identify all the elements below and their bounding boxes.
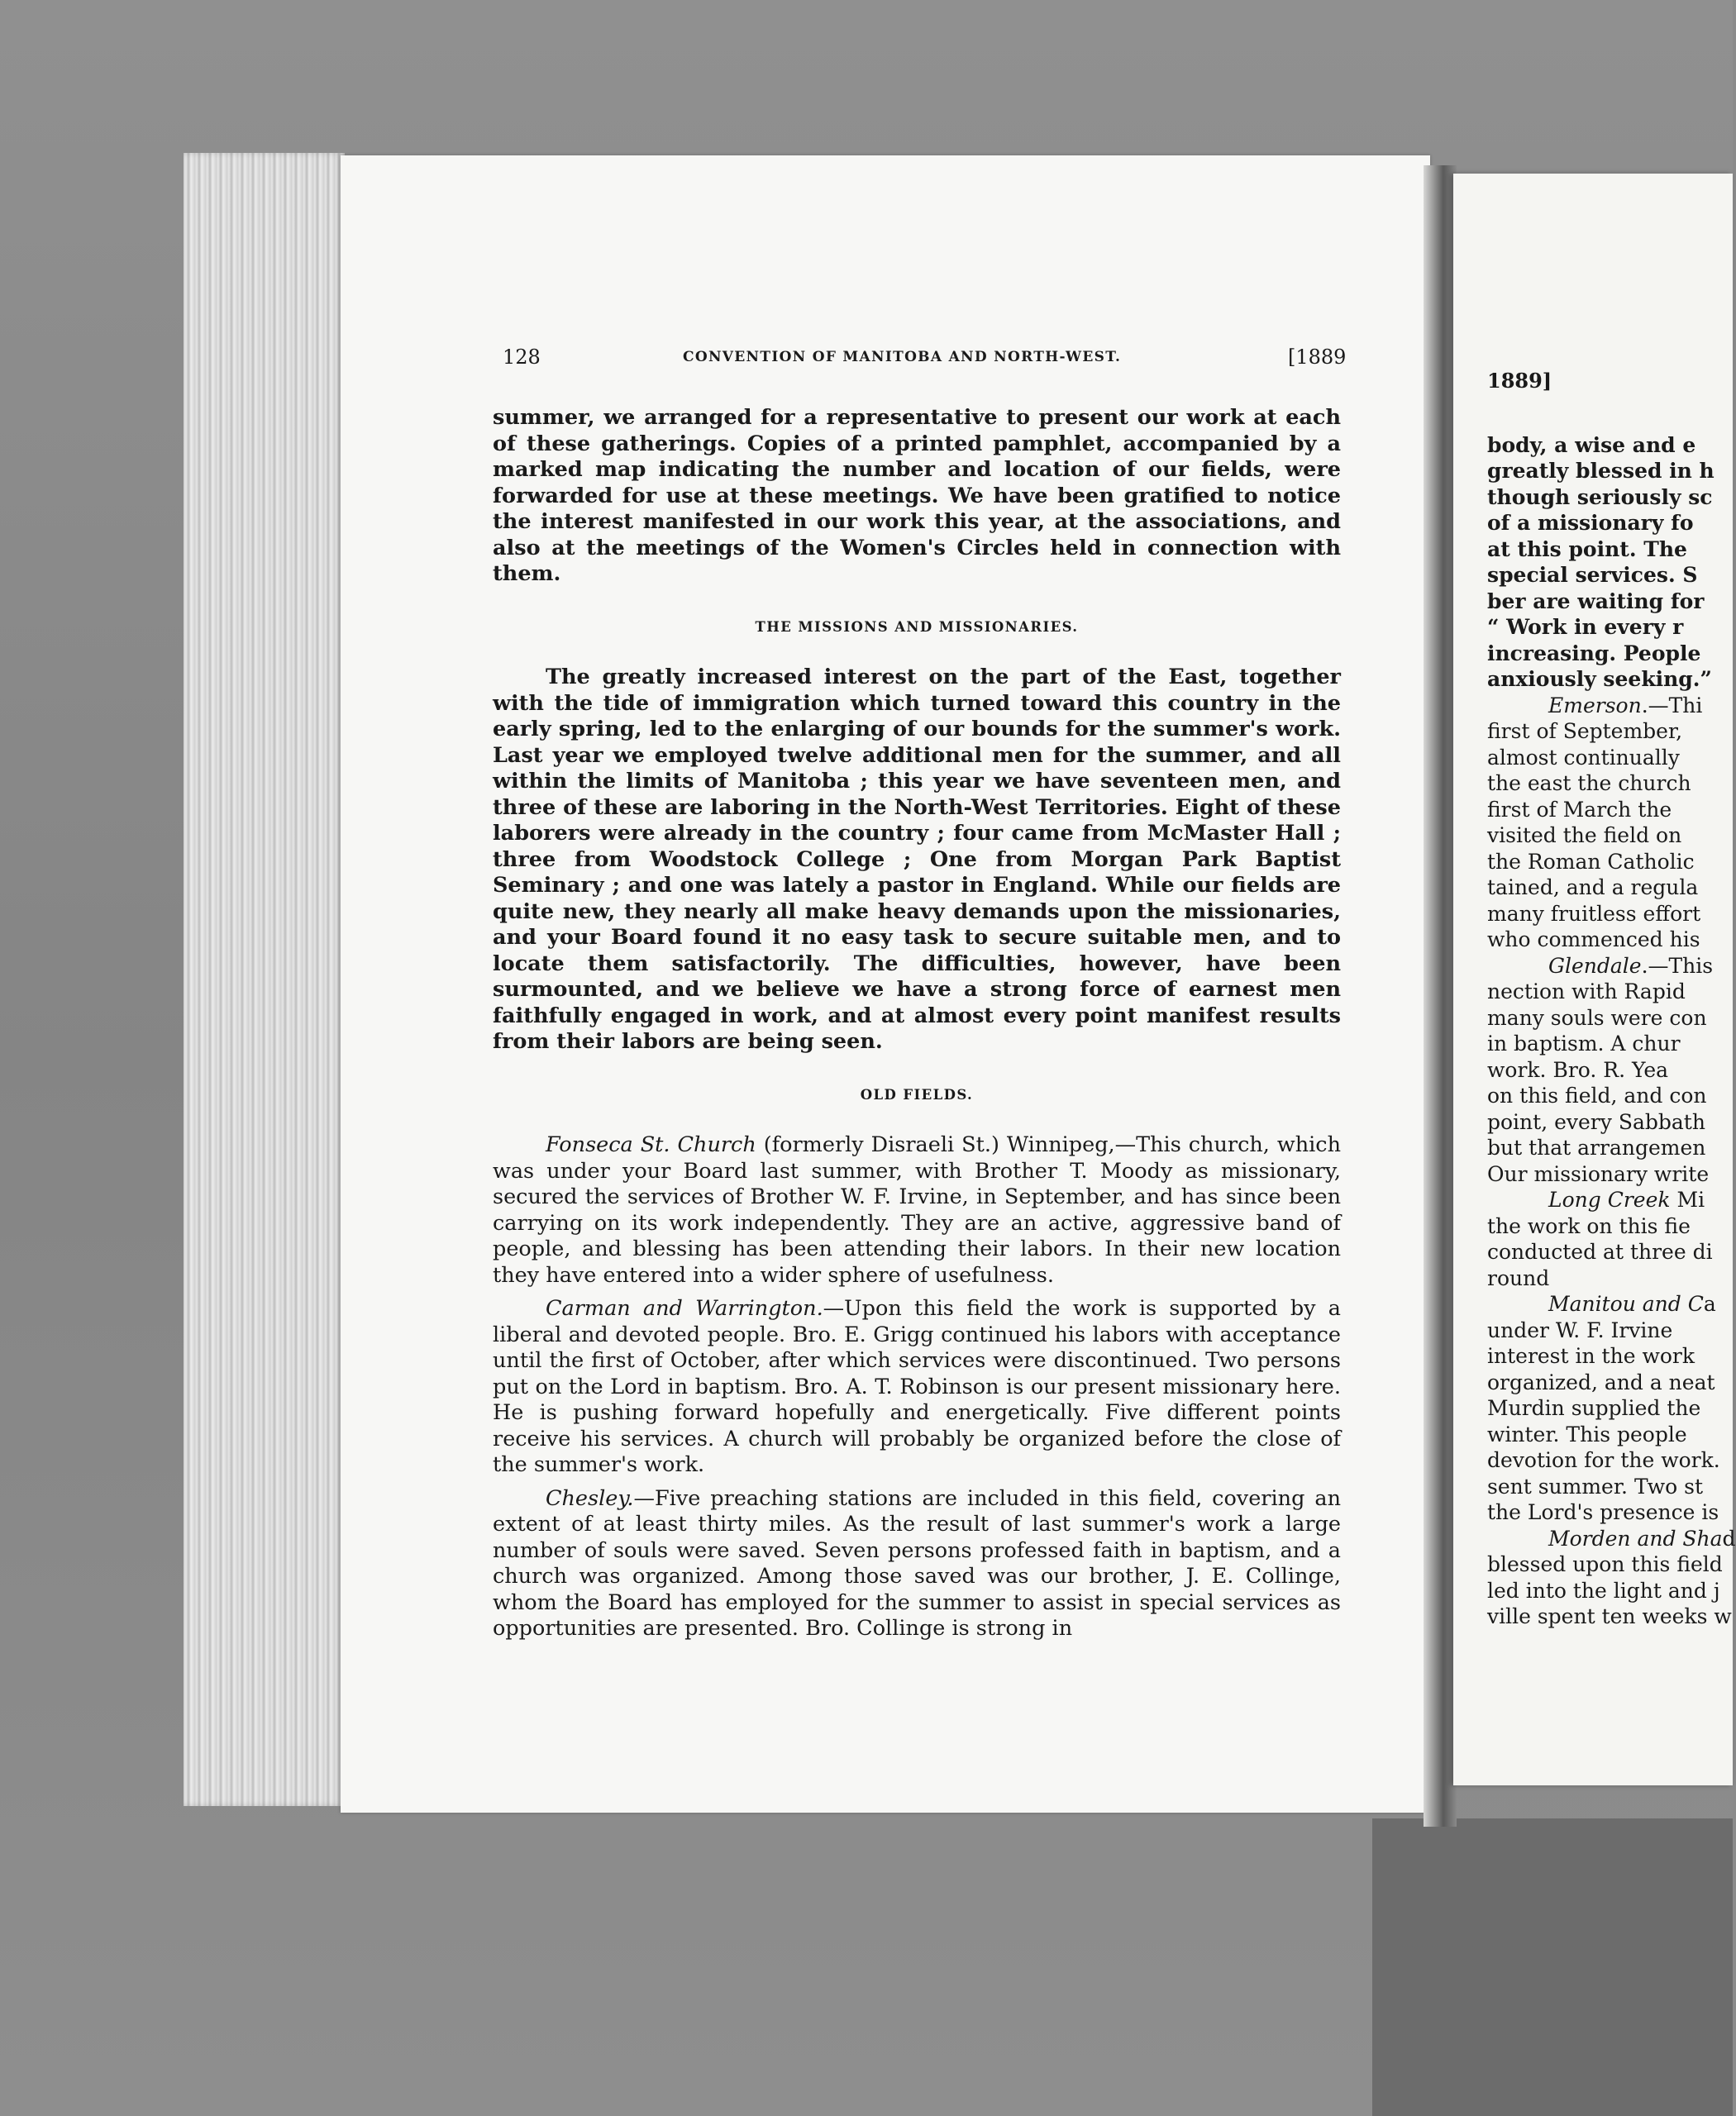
- entry-carman: [493, 1296, 1341, 1479]
- right-page-line: “ Work in every r: [1487, 615, 1684, 639]
- right-page-line: the east the church: [1487, 771, 1691, 795]
- right-page-line: tained, and a regula: [1487, 875, 1699, 899]
- section-heading-old-fields: OLD FIELDS.: [860, 1086, 974, 1103]
- right-page-line: but that arrangemen: [1487, 1136, 1706, 1160]
- right-page-line: the work on this fie: [1487, 1213, 1691, 1238]
- entry-body: (formerly Disraeli St.) Winnipeg,—This church, which was under your Board last summer, with Brother T. Moody as missionary, secured the services of Brother W. F. Irvine, in September, and has since been carrying on its work independently. They are an active, aggressive band of people, and blessing has been attending their labors. In their new location they have entered into a wider sphere of usefulness.: [493, 1132, 1341, 1288]
- right-page-line: the Roman Catholic: [1487, 849, 1695, 874]
- entry-title: Fonseca St. Church: [546, 1132, 756, 1157]
- right-page-line: Manitou and Ca: [1548, 1292, 1716, 1316]
- right-page-line: Glendale.—This: [1548, 953, 1714, 978]
- right-page-line: greatly blessed in h: [1487, 459, 1715, 483]
- right-page-text: [1487, 368, 1736, 1628]
- intro-paragraph: summer, we arranged for a representative to present our work at each of these gatherings. Copies of a printed pamphlet, accompanied by a marked map indicating the number and location of our fields, were forwarded for use at these meetings. We have been gratified to notice the interest manifested in our work this year, at the associations, and also at the meetings of the Women's Circles held in connection with them.: [493, 405, 1341, 586]
- right-page-header: 1889]: [1487, 369, 1552, 393]
- right-page-line: on this field, and con: [1487, 1084, 1707, 1108]
- right-page-lines: [1487, 432, 1736, 1628]
- right-page-line: ville spent ten weeks w: [1487, 1604, 1732, 1628]
- right-page-line: sent summer. Two st: [1487, 1474, 1704, 1499]
- page-edges: [184, 153, 345, 1806]
- entry-title: Chesley.: [546, 1485, 634, 1511]
- right-page-line: organized, and a neat: [1487, 1370, 1715, 1394]
- right-page-line: almost continually: [1487, 745, 1680, 770]
- right-page-line: nection with Rapid: [1487, 979, 1686, 1003]
- right-page-line: increasing. People: [1487, 641, 1701, 665]
- section-heading-missions: THE MISSIONS AND MISSIONARIES.: [755, 618, 1079, 635]
- right-page-line: at this point. The: [1487, 536, 1687, 561]
- right-page-line: point, every Sabbath: [1487, 1109, 1705, 1134]
- entry-fonseca: [493, 1132, 1341, 1289]
- right-page-line: Long Creek Mi: [1548, 1188, 1705, 1212]
- right-page-line: who commenced his: [1487, 927, 1700, 951]
- right-page-line: of a missionary fo: [1487, 511, 1694, 535]
- entry-title: Carman and Warrington.: [546, 1296, 823, 1321]
- right-page-line: though seriously sc: [1487, 484, 1713, 509]
- right-page-line: first of September,: [1487, 719, 1683, 743]
- right-page-line: many souls were con: [1487, 1005, 1707, 1030]
- right-page-line: many fruitless effort: [1487, 901, 1701, 926]
- right-page-line: Our missionary write: [1487, 1161, 1710, 1186]
- entry-chesley: [493, 1486, 1341, 1642]
- right-page-line: the Lord's presence is: [1487, 1500, 1719, 1524]
- right-page-line: Morden and Shad: [1548, 1526, 1736, 1551]
- right-page-line: round: [1487, 1265, 1550, 1290]
- right-page-line: interest in the work: [1487, 1344, 1695, 1368]
- entry-body: —Five preaching stations are included in this field, covering an extent of at least thirty miles. As the result of last summer's work a large number of souls were saved. Seven persons professed faith in baptism, and a church was organized. Among those saved was our brother, J. E. Collinge, whom the Board has employed for the summer to assist in special services as opportunities are presented. Bro. Collinge is strong in: [493, 1485, 1341, 1641]
- right-page-line: visited the field on: [1487, 823, 1682, 847]
- running-header: [503, 346, 1354, 375]
- entry-body: —Upon this field the work is supported by a liberal and devoted people. Bro. E. Grigg continued his labors with acceptance until the first of October, after which services were discontinued. Two persons put on the Lord in baptism. Bro. A. T. Robinson is our present missionary here. He is pushing forward hopefully and energetically. Five different points receive his services. A church will probably be organized before the close of the summer's work.: [493, 1296, 1341, 1477]
- running-title: CONVENTION OF MANITOBA AND NORTH-WEST.: [683, 349, 1122, 365]
- right-page-line: special services. S: [1487, 563, 1698, 587]
- right-page-line: first of March the: [1487, 797, 1672, 822]
- background-shadow: [1372, 1818, 1733, 2116]
- left-page-body: [493, 405, 1341, 1642]
- header-year: [1889: [1288, 346, 1347, 369]
- right-page-line: body, a wise and e: [1487, 432, 1696, 457]
- missions-paragraph: The greatly increased interest on the part of the East, together with the tide of immigration which turned toward this country in the early spring, led to the enlarging of our bounds for the summer's work. Last year we employed twelve additional men for the summer, and all within the limits of Manitoba ; this year we have seventeen men, and three of these are laboring in the North-West Territories. Eight of these laborers were already in the country ; four came from McMaster Hall ; three from Woodstock College ; One from Morgan Park Baptist Seminary ; and one was lately a pastor in England. While our fields are quite new, they nearly all make heavy demands upon the missionaries, and your Board found it no easy task to secure suitable men, and to locate them satisfactorily. The difficulties, however, have been surmounted, and we believe we have a strong force of earnest men faithfully engaged in work, and at almost every point manifest results from their labors are being seen.: [493, 665, 1341, 1054]
- right-page-line: blessed upon this field: [1487, 1552, 1723, 1576]
- right-page-line: devotion for the work.: [1487, 1448, 1720, 1472]
- right-page-line: anxiously seeking.”: [1487, 667, 1712, 691]
- right-page-line: ber are waiting for: [1487, 589, 1705, 613]
- right-page-line: conducted at three di: [1487, 1240, 1713, 1264]
- right-page-line: Emerson.—Thi: [1548, 693, 1703, 717]
- right-page-line: work. Bro. R. Yea: [1487, 1057, 1669, 1082]
- right-page-line: under W. F. Irvine: [1487, 1318, 1673, 1342]
- page-number: 128: [503, 346, 541, 369]
- right-page-line: in baptism. A chur: [1487, 1032, 1681, 1056]
- right-page-line: led into the light and j: [1487, 1578, 1720, 1603]
- right-page-line: Murdin supplied the: [1487, 1396, 1701, 1420]
- book-gutter: [1424, 165, 1457, 1827]
- right-page-line: winter. This people: [1487, 1422, 1687, 1446]
